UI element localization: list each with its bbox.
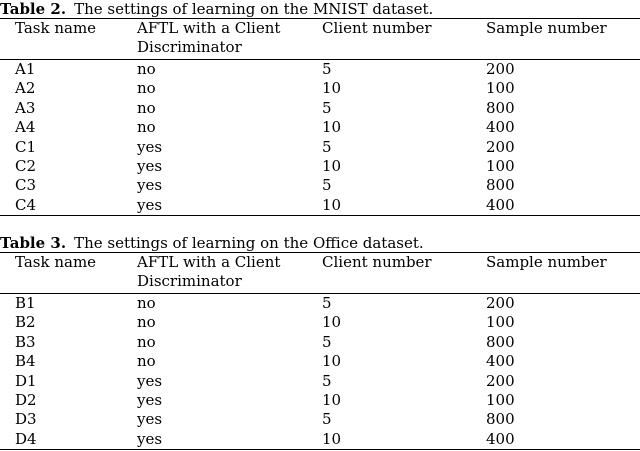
table-row xyxy=(0,391,640,410)
cell-aftl-discriminator: no xyxy=(137,60,156,78)
table-label: Table 3. xyxy=(0,234,67,252)
cell-aftl-discriminator: no xyxy=(137,352,156,371)
table-caption-text: The settings of learning on the MNIST dataset. xyxy=(74,0,434,18)
table-row xyxy=(0,352,640,371)
cell-task-name: D3 xyxy=(15,410,37,429)
cell-client-number: 5 xyxy=(322,410,332,429)
header-aftl-discriminator: AFTL with a Client Discriminator xyxy=(137,253,281,290)
cell-task-name: C2 xyxy=(15,156,37,175)
cell-sample-number: 400 xyxy=(486,195,515,214)
cell-sample-number: 100 xyxy=(486,313,515,332)
cell-client-number: 5 xyxy=(322,371,332,390)
cell-aftl-discriminator: yes xyxy=(137,137,163,156)
header-client-number: Client number xyxy=(322,253,432,271)
table-row xyxy=(0,99,640,118)
header-task-name: Task name xyxy=(15,253,97,271)
header-client-number: Client number xyxy=(322,19,432,37)
table-3-block xyxy=(0,234,640,450)
cell-aftl-discriminator: yes xyxy=(137,156,163,175)
cell-client-number: 10 xyxy=(322,352,342,371)
cell-aftl-discriminator: yes xyxy=(137,429,163,448)
table-row xyxy=(0,196,640,215)
table-row xyxy=(0,372,640,391)
cell-aftl-discriminator: no xyxy=(137,332,156,351)
cell-sample-number: 200 xyxy=(486,60,515,78)
cell-aftl-discriminator: no xyxy=(137,98,156,117)
cell-task-name: A3 xyxy=(15,98,36,117)
cell-client-number: 5 xyxy=(322,332,332,351)
cell-task-name: D4 xyxy=(15,429,37,448)
cell-sample-number: 400 xyxy=(486,352,515,371)
bottom-rule xyxy=(0,215,640,216)
cell-task-name: A1 xyxy=(15,60,36,78)
cell-client-number: 10 xyxy=(322,79,342,98)
cell-sample-number: 200 xyxy=(486,371,515,390)
table-caption xyxy=(0,0,640,18)
cell-aftl-discriminator: yes xyxy=(137,410,163,429)
table-row xyxy=(0,60,640,79)
cell-sample-number: 800 xyxy=(486,176,515,195)
table-row xyxy=(0,294,640,313)
cell-client-number: 5 xyxy=(322,98,332,117)
cell-client-number: 5 xyxy=(322,294,332,312)
table-header-row xyxy=(0,19,640,59)
cell-task-name: D1 xyxy=(15,371,37,390)
header-aftl-discriminator: AFTL with a Client Discriminator xyxy=(137,19,281,56)
table-2-block xyxy=(0,0,640,216)
table-row xyxy=(0,79,640,98)
cell-sample-number: 200 xyxy=(486,294,515,312)
bottom-rule xyxy=(0,449,640,450)
table-body xyxy=(0,60,640,215)
header-sample-number: Sample number xyxy=(486,19,607,37)
cell-task-name: C3 xyxy=(15,176,37,195)
table-caption xyxy=(0,234,640,252)
cell-client-number: 10 xyxy=(322,118,342,137)
cell-aftl-discriminator: no xyxy=(137,118,156,137)
cell-aftl-discriminator: yes xyxy=(137,390,163,409)
cell-task-name: D2 xyxy=(15,390,37,409)
cell-client-number: 5 xyxy=(322,60,332,78)
table-row xyxy=(0,410,640,429)
cell-aftl-discriminator: no xyxy=(137,313,156,332)
table-row xyxy=(0,176,640,195)
cell-client-number: 10 xyxy=(322,390,342,409)
table-row xyxy=(0,313,640,332)
cell-client-number: 5 xyxy=(322,137,332,156)
cell-client-number: 10 xyxy=(322,156,342,175)
table-row xyxy=(0,430,640,449)
table-row xyxy=(0,138,640,157)
cell-task-name: A2 xyxy=(15,79,36,98)
cell-task-name: B2 xyxy=(15,313,36,332)
cell-client-number: 5 xyxy=(322,176,332,195)
table-row xyxy=(0,118,640,137)
cell-task-name: A4 xyxy=(15,118,36,137)
cell-task-name: B3 xyxy=(15,332,36,351)
table-body xyxy=(0,294,640,449)
header-sample-number: Sample number xyxy=(486,253,607,271)
cell-task-name: B4 xyxy=(15,352,36,371)
cell-sample-number: 800 xyxy=(486,98,515,117)
cell-aftl-discriminator: no xyxy=(137,79,156,98)
cell-aftl-discriminator: no xyxy=(137,294,156,312)
cell-sample-number: 400 xyxy=(486,118,515,137)
cell-task-name: B1 xyxy=(15,294,36,312)
cell-client-number: 10 xyxy=(322,195,342,214)
cell-sample-number: 200 xyxy=(486,137,515,156)
cell-sample-number: 100 xyxy=(486,156,515,175)
cell-aftl-discriminator: yes xyxy=(137,176,163,195)
cell-sample-number: 800 xyxy=(486,332,515,351)
table-row xyxy=(0,157,640,176)
cell-sample-number: 400 xyxy=(486,429,515,448)
header-task-name: Task name xyxy=(15,19,97,37)
cell-sample-number: 100 xyxy=(486,390,515,409)
cell-client-number: 10 xyxy=(322,313,342,332)
cell-task-name: C1 xyxy=(15,137,37,156)
cell-aftl-discriminator: yes xyxy=(137,195,163,214)
table-label: Table 2. xyxy=(0,0,67,18)
table-row xyxy=(0,333,640,352)
cell-sample-number: 800 xyxy=(486,410,515,429)
cell-sample-number: 100 xyxy=(486,79,515,98)
table-header-row xyxy=(0,253,640,293)
cell-task-name: C4 xyxy=(15,195,37,214)
cell-aftl-discriminator: yes xyxy=(137,371,163,390)
cell-client-number: 10 xyxy=(322,429,342,448)
table-caption-text: The settings of learning on the Office dataset. xyxy=(74,234,424,252)
